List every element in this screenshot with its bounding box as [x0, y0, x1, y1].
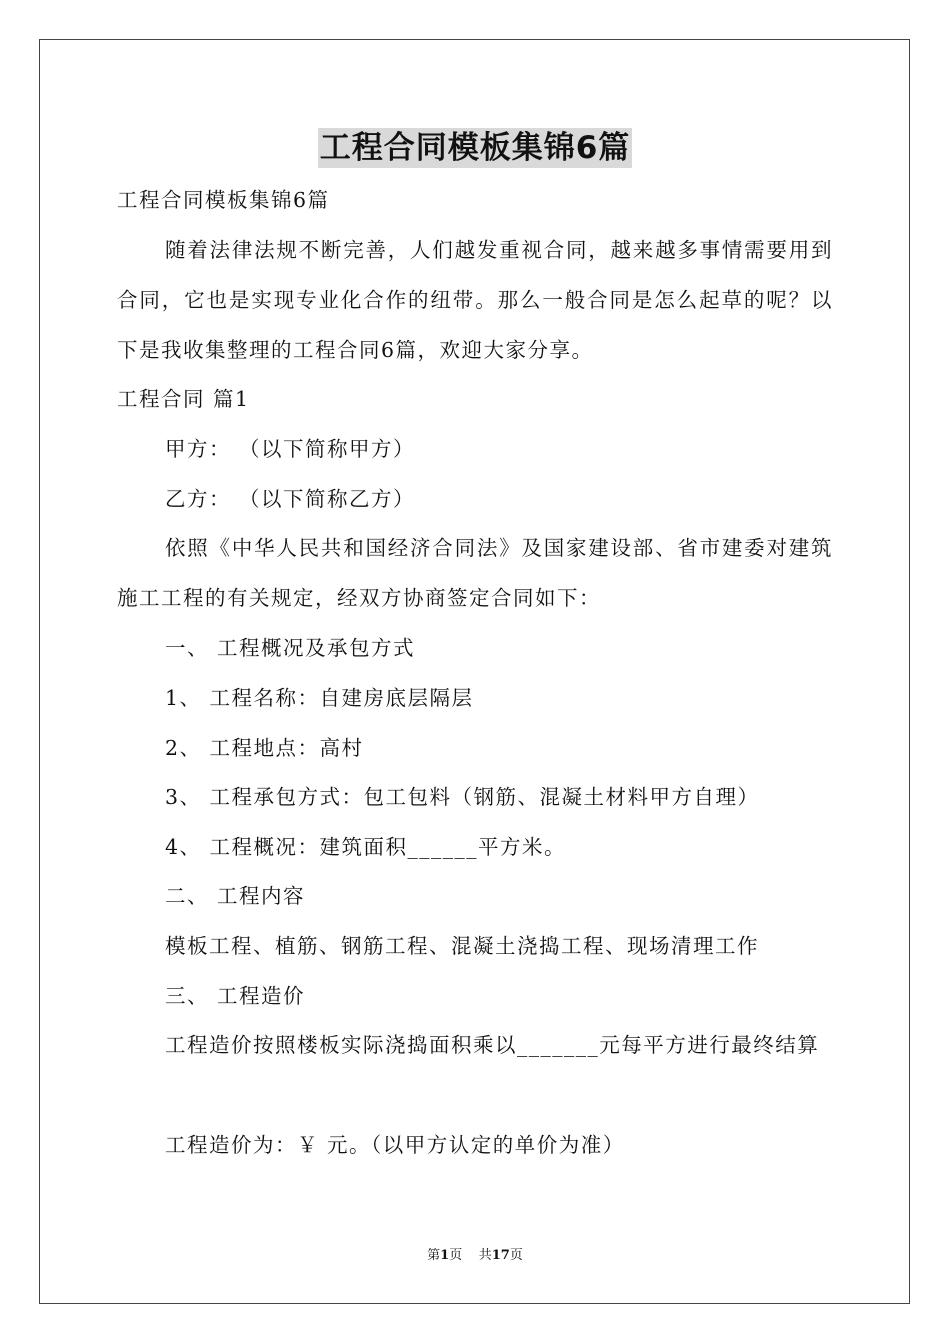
footer-page-suffix: 页: [509, 1248, 523, 1263]
item-1-heading: 一、 工程概况及承包方式: [165, 636, 416, 660]
item-2-heading: 二、 工程内容: [165, 884, 306, 908]
party-b-line: 乙方： （以下简称乙方）: [165, 487, 416, 511]
item-2-text: 模板工程、植筋、钢筋工程、混凝土浇捣工程、现场清理工作: [165, 934, 759, 958]
item-3-text: 工程造价按照楼板实际浇捣面积乘以_______元每平方进行最终结算: [165, 1033, 820, 1057]
intro-paragraph: 随着法律法规不断完善，人们越发重视合同，越来越多事情需要用到合同，它也是实现专业化合作的纽带。那么一般合同是怎么起草的呢？以下是我收集整理的工程合同6篇，欢迎大家分享。: [117, 238, 833, 362]
footer-page-total: 17: [491, 1248, 510, 1263]
document-subtitle: 工程合同模板集锦6篇: [117, 188, 330, 212]
item-1-3: 3、 工程承包方式：包工包料（钢筋、混凝土材料甲方自理）: [165, 785, 760, 809]
footer-page-mid: 页 共: [449, 1248, 492, 1263]
title-container: [0, 128, 950, 168]
item-1-1: 1、 工程名称：自建房底层隔层: [165, 686, 474, 710]
footer-page-current: 1: [440, 1248, 450, 1263]
basis-paragraph: 依照《中华人民共和国经济合同法》及国家建设部、省市建委对建筑施工工程的有关规定，经双方协商签定合同如下：: [117, 536, 833, 610]
footer-page-prefix: 第: [427, 1248, 441, 1263]
document-title: 工程合同模板集锦6篇: [319, 130, 631, 166]
section-heading: 工程合同 篇1: [117, 387, 250, 411]
item-1-4: 4、 工程概况：建筑面积______平方米。: [165, 835, 567, 859]
page-footer: [0, 1247, 950, 1265]
item-3-price: 工程造价为：￥ 元。（以甲方认定的单价为准）: [165, 1133, 625, 1157]
item-3-heading: 三、 工程造价: [165, 984, 306, 1008]
item-1-2: 2、 工程地点：高村: [165, 736, 364, 760]
party-a-line: 甲方： （以下简称甲方）: [165, 437, 416, 461]
